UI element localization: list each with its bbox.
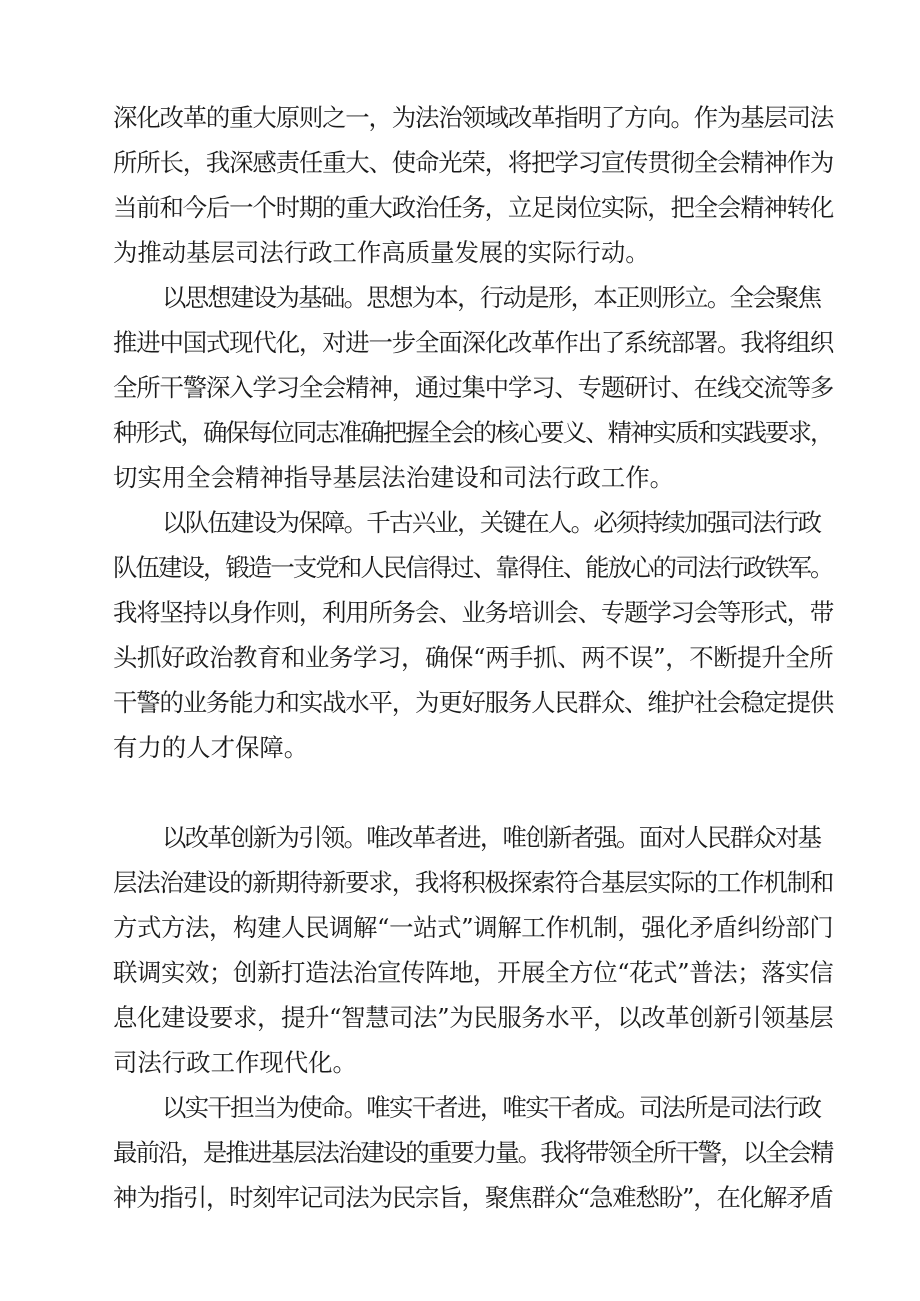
text-line: 有力的人才保障。 — [113, 733, 309, 762]
text-line: 头抓好政治教育和业务学习，确保“两手抓、两不误”，不断提升全所 — [113, 643, 834, 672]
text-line: 当前和今后一个时期的重大政治任务，立足岗位实际，把全会精神转化 — [113, 193, 834, 222]
text-line: 切实用全会精神指导基层法治建设和司法行政工作。 — [113, 463, 674, 492]
text-line: 推进中国式现代化，对进一步全面深化改革作出了系统部署。我将组织 — [113, 328, 834, 357]
paragraph-heading-line: 以改革创新为引领。唯改革者进，唯创新者强。面对人民群众对基 — [162, 823, 821, 852]
text-line: 司法行政工作现代化。 — [113, 1048, 357, 1077]
text-line: 息化建设要求，提升“智慧司法”为民服务水平，以改革创新引领基层 — [113, 1003, 834, 1032]
text-line: 种形式，确保每位同志准确把握全会的核心要义、精神实质和实践要求， — [113, 418, 833, 447]
text-line: 全所干警深入学习全会精神，通过集中学习、专题研讨、在线交流等多 — [113, 373, 834, 402]
text-line: 干警的业务能力和实战水平，为更好服务人民群众、维护社会稳定提供 — [113, 688, 834, 717]
paragraph-heading-line: 以思想建设为基础。思想为本，行动是形，本正则形立。全会聚焦 — [162, 283, 821, 312]
text-line: 深化改革的重大原则之一，为法治领域改革指明了方向。作为基层司法 — [113, 103, 834, 132]
text-line: 所所长，我深感责任重大、使命光荣，将把学习宣传贯彻全会精神作为 — [113, 148, 834, 177]
text-line: 队伍建设，锻造一支党和人民信得过、靠得住、能放心的司法行政铁军。 — [113, 553, 833, 582]
text-line: 层法治建设的新期待新要求，我将积极探索符合基层实际的工作机制和 — [113, 868, 834, 897]
text-line: 联调实效；创新打造法治宣传阵地，开展全方位“花式”普法；落实信 — [113, 958, 834, 987]
text-line: 我将坚持以身作则，利用所务会、业务培训会、专题学习会等形式，带 — [113, 598, 834, 627]
paragraph-heading-line: 以实干担当为使命。唯实干者进，唯实干者成。司法所是司法行政 — [162, 1093, 821, 1122]
paragraph-heading-line: 以队伍建设为保障。千古兴业，关键在人。必须持续加强司法行政 — [162, 508, 821, 537]
text-line: 最前沿，是推进基层法治建设的重要力量。我将带领全所干警，以全会精 — [113, 1138, 833, 1167]
text-line: 为推动基层司法行政工作高质量发展的实际行动。 — [113, 238, 650, 267]
text-line: 方式方法，构建人民调解“一站式”调解工作机制，强化矛盾纠纷部门 — [113, 913, 834, 942]
text-line: 神为指引，时刻牢记司法为民宗旨，聚焦群众“急难愁盼”，在化解矛盾 — [113, 1183, 833, 1212]
